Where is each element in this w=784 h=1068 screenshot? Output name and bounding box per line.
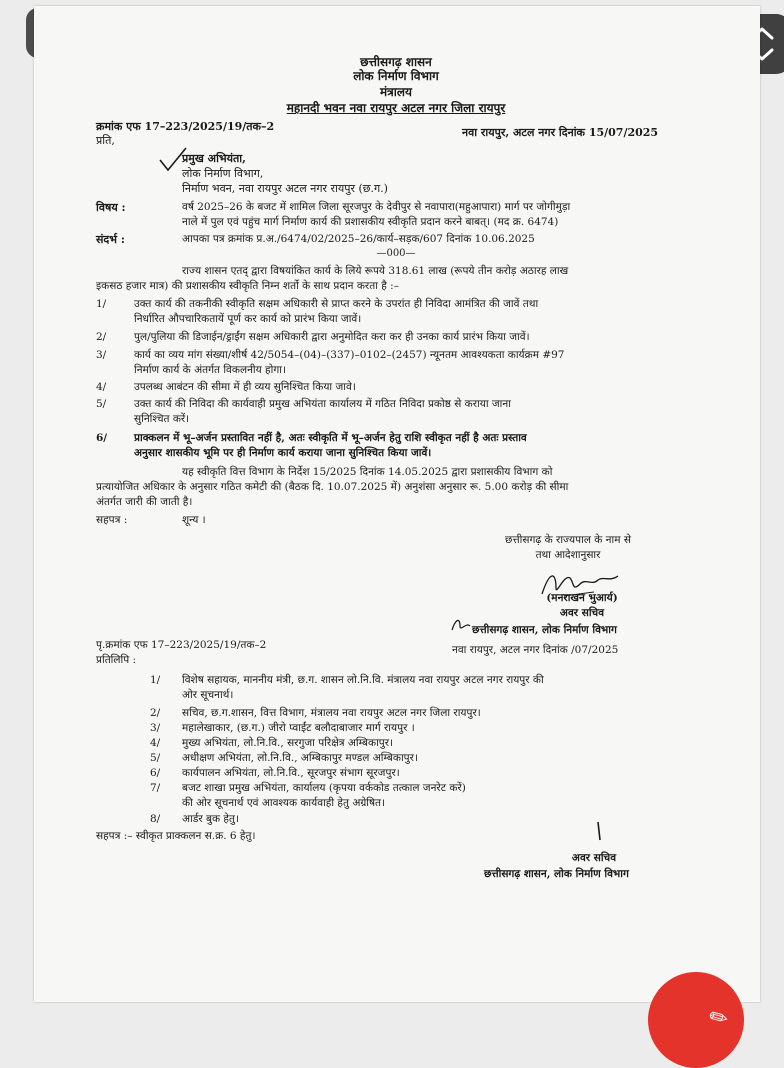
- finance-note-line1: यह स्वीकृति वित्त विभाग के निर्देश 15/2025 दिनांक 14.05.2025 द्वारा प्रशासकीय विभाग को: [182, 466, 553, 478]
- copy-item-line: आर्डर बुक हेतु।: [182, 813, 239, 825]
- copy-item-line: कार्यपालन अभियंता, लो.नि.वि., सूरजपुर संभाग सूरजपुर।: [182, 767, 400, 779]
- copy-item-line: ओर सूचनार्थ।: [182, 689, 234, 701]
- subject-line1: वर्ष 2025–26 के बजट में शामिल जिला सूरजपुर के देवीपुर से नवापारा(महुआपारा) मार्ग पर जोगीमुड़ा: [182, 201, 571, 213]
- enclosure-value: शून्य ।: [182, 514, 206, 526]
- signatory-dept: छत्तीसगढ़ शासन, लोक निर्माण विभाग: [472, 624, 617, 636]
- divider-mark: —000—: [376, 248, 416, 259]
- edit-fab-button[interactable]: [648, 972, 744, 1068]
- copy-item-line: मुख्य अभियंता, लो.नि.वि., सरगुजा परिक्षेत्र अम्बिकापुर।: [182, 737, 394, 749]
- condition-num: 3/: [96, 349, 107, 361]
- condition-line: सुनिश्चित करें।: [134, 413, 190, 425]
- to-label: प्रति,: [96, 134, 115, 147]
- copy-item-num: 4/: [150, 737, 161, 749]
- condition-line: उपलब्ध आबंटन की सीमा में ही व्यय सुनिश्चित किया जावे।: [134, 381, 356, 393]
- header-ministry: मंत्रालय: [379, 85, 413, 99]
- copy-item-num: 8/: [150, 813, 161, 825]
- governor-order-line2: तथा आदेशानुसार: [535, 549, 601, 561]
- reference-label: संदर्भ :: [96, 233, 125, 246]
- recipient-line1: प्रमुख अभियंता,: [182, 152, 246, 165]
- tick-mark: [158, 146, 188, 174]
- condition-num: 1/: [96, 298, 107, 310]
- signatory-name: (मनराखन भुआर्य): [546, 592, 618, 604]
- condition-line: उक्त कार्य की निविदा की कार्यवाही प्रमुख अभियंता कार्यालय में गठित निविदा प्रकोष्ठ से कराया जाना: [134, 398, 511, 410]
- governor-order-line1: छत्तीसगढ़ के राज्यपाल के नाम से: [505, 534, 631, 546]
- condition-line: अनुसार शासकीय भूमि पर ही निर्माण कार्य कराया जाना सुनिश्चित किया जावें।: [134, 447, 432, 459]
- copy-enclosure: सहपत्र :– स्वीकृत प्राक्कलन स.क्र. 6 हेतु।: [96, 830, 256, 842]
- intro-line1: राज्य शासन एतद् द्वारा विषयांकित कार्य के लिये रूपये 318.61 लाख (रूपये तीन करोड़ अठारह लाख: [182, 265, 569, 277]
- reference-text: आपका पत्र क्रमांक प्र.अ./6474/02/2025–26/कार्य–सड़क/607 दिनांक 10.06.2025: [182, 233, 535, 245]
- condition-line: उक्त कार्य की तकनीकी स्वीकृति सक्षम अधिकारी से प्राप्त करने के उपरांत ही निविदा आमंत्रित की जावें तथा: [134, 298, 539, 310]
- header-dept: लोक निर्माण विभाग: [353, 69, 439, 83]
- recipient-line2: लोक निर्माण विभाग,: [182, 167, 264, 180]
- copy-ref-number: पृ.क्रमांक एफ 17–223/2025/19/तक–2: [96, 639, 267, 651]
- copy-item-line: महालेखाकार, (छ.ग.) जीरो प्वाईंट बलौदाबाजार मार्ग रायपुर ।: [182, 722, 415, 734]
- copy-item-num: 2/: [150, 707, 161, 719]
- copy-item-line: सचिव, छ.ग.शासन, वित्त विभाग, मंत्रालय नवा रायपुर अटल नगर जिला रायपुर।: [182, 707, 481, 719]
- copy-label: प्रतिलिपि :: [96, 654, 137, 666]
- copy-dept: छत्तीसगढ़ शासन, लोक निर्माण विभाग: [484, 868, 629, 880]
- copy-item-num: 5/: [150, 752, 161, 764]
- condition-num: 2/: [96, 331, 107, 343]
- copy-item-line: विशेष सहायक, माननीय मंत्री, छ.ग. शासन लो.नि.वि. मंत्रालय नवा रायपुर अटल नगर रायपुर की: [182, 674, 544, 686]
- condition-num: 4/: [96, 381, 107, 393]
- condition-num: 6/: [96, 432, 108, 444]
- finance-note-line3: अंतर्गत जारी की जाती है।: [96, 496, 193, 508]
- condition-line: निर्माण कार्य के अंतर्गत विकलनीय होगा।: [134, 364, 286, 376]
- copy-item-num: 7/: [150, 782, 161, 794]
- copy-item-num: 6/: [150, 767, 161, 779]
- condition-line: प्राक्कलन में भू–अर्जन प्रस्तावित नहीं है, अतः स्वीकृति में भू–अर्जन हेतु राशि स्वीकृत नहीं है अतः प्रस्ताव: [134, 432, 527, 444]
- header-address: महानदी भवन नवा रायपुर अटल नगर जिला रायपुर: [286, 101, 506, 115]
- copy-item-num: 3/: [150, 722, 161, 734]
- header-govt: छत्तीसगढ़ शासन: [360, 55, 432, 69]
- ref-number: क्रमांक एफ 17–223/2025/19/तक–2: [96, 120, 275, 133]
- ref-place-date: नवा रायपुर, अटल नगर दिनांक 15/07/2025: [462, 126, 659, 139]
- signatory-designation: अवर सचिव: [559, 607, 605, 619]
- pencil-icon: ✎: [704, 1003, 734, 1034]
- initial-mark: [450, 616, 472, 636]
- condition-line: निर्धारित औपचारिकतायें पूर्ण कर कार्य को प्रारंभ किया जावें।: [134, 313, 362, 325]
- subject-line2: नाले में पुल एवं पहुंच मार्ग निर्माण कार्य की प्रशासकीय स्वीकृति प्रदान करने बाबत्। (मद क्र. 6474): [182, 216, 559, 228]
- condition-num: 5/: [96, 398, 107, 410]
- copy-item-line: अधीक्षण अभियंता, लो.नि.वि., अम्बिकापुर मण्डल अम्बिकापुर।: [182, 752, 418, 764]
- condition-line: पुल/पुलिया की डिजाईन/ड्राईंग सक्षम अधिकारी द्वारा अनुमोदित करा कर ही उनका कार्य प्रारंभ किया जावें।: [134, 331, 530, 343]
- letter-page: [34, 6, 760, 1002]
- recipient-line3: निर्माण भवन, नवा रायपुर अटल नगर रायपुर (छ.ग.): [182, 182, 388, 195]
- copy-designation: अवर सचिव: [571, 852, 617, 864]
- intro-line2: इकसठ हजार मात्र) की प्रशासकीय स्वीकृति निम्न शर्तो के साथ प्रदान करता है :–: [96, 280, 399, 292]
- finance-note-line2: प्रत्यायोजित अधिकार के अनुसार गठित कमेटी की (बैठक दि. 10.07.2025 में) अनुशंसा अनुसार रू. 5.00 करोड़ की सीमा: [96, 481, 569, 493]
- copy-item-num: 1/: [150, 674, 161, 686]
- copy-item-line: बजट शाखा प्रमुख अभियंता, कार्यालय (कृपया वर्ककोड तत्काल जनरेट करें): [182, 782, 466, 794]
- condition-line: कार्य का व्यय मांग संख्या/शीर्ष 42/5054–(04)–(337)–0102–(2457) न्यूनतम आवश्यकता कार्यक्रम #97: [134, 349, 565, 361]
- copy-item-line: की ओर सूचनार्थ एवं आवश्यक कार्यवाही हेतु अग्रेषित।: [182, 797, 386, 809]
- subject-label: विषय :: [96, 201, 126, 214]
- signature-mark: [594, 820, 604, 842]
- enclosure-label: सहपत्र :: [96, 514, 128, 526]
- copy-place-date: नवा रायपुर, अटल नगर दिनांक /07/2025: [452, 644, 619, 656]
